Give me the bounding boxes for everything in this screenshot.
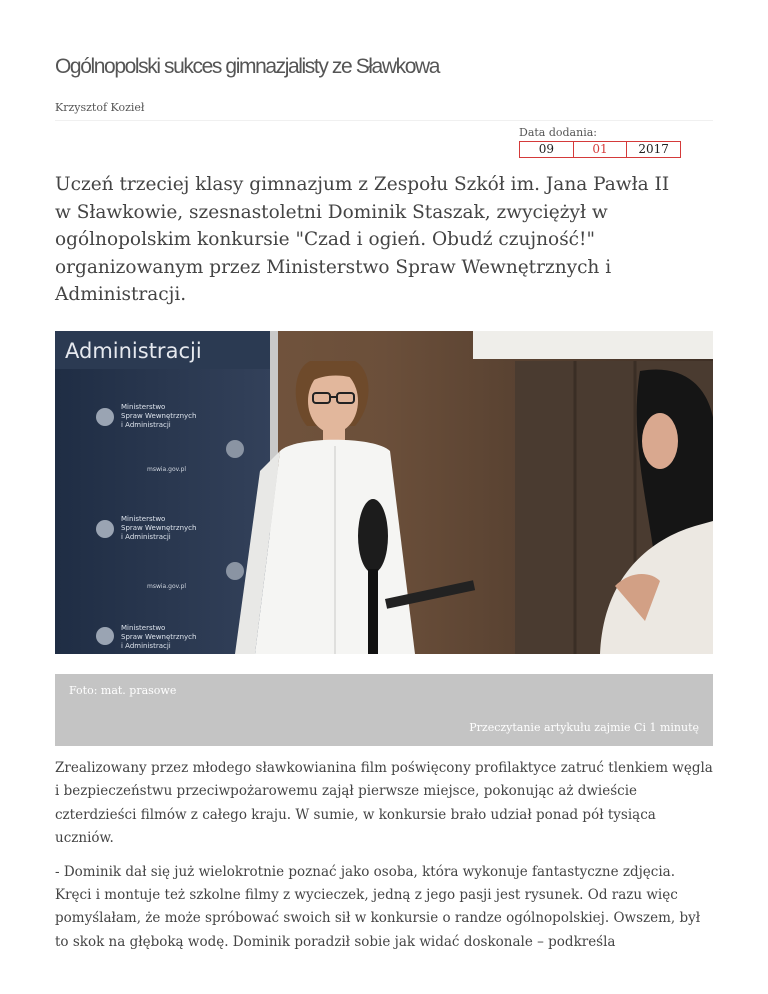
article-title: Ogólnopolski sukces gimnazjalisty ze Sławkowa (55, 55, 440, 78)
photo-credit: Foto: mat. prasowe (69, 684, 177, 697)
banner-site-text-2: mswia.gov.pl (147, 583, 187, 590)
article-body (55, 757, 715, 964)
logo-text-line-1: Ministerstwo (121, 403, 166, 411)
article-photo (55, 331, 713, 654)
date-year: 2017 (627, 141, 681, 158)
logo-text-line-2: Spraw Wewnętrznych (121, 412, 197, 420)
date-label: Data dodania: (519, 126, 597, 139)
read-time: Przeczytanie artykułu zajmie Ci 1 minutę (469, 721, 699, 734)
logo2-text-line-3: i Administracji (121, 533, 171, 541)
paragraph: Zrealizowany przez młodego sławkowianina film poświęcony profilaktyce zatruć tlenkiem węgla i bezpieczeństwu przeciwpożarowemu zajął pierwsze miejsce, pokonując aż dwieście czterdzieści filmów z całego kraju. W sumie, w konkursie brało udział ponad pół tysiąca uczniów. (55, 760, 713, 847)
logo-text-line-3: i Administracji (121, 421, 171, 429)
paragraph: - Dominik dał się już wielokrotnie poznać jako osoba, która wykonuje fantastyczne zdjęcia. Kręci i montuje też szkolne filmy z wycieczek, jedną z jego pasji jest rysunek. Od razu więc pomyślałam, że może spróbować swoich sił w konkursie o randze ogólnopolskiej. Owszem, był to skok na głęboką wodę. Dominik poradził sobie jak widać doskonale – podkreśla (55, 863, 701, 950)
logo3-text-line-1: Ministerstwo (121, 624, 166, 632)
divider (55, 120, 713, 121)
publish-date (519, 141, 681, 158)
author-name[interactable]: Krzysztof Kozieł (55, 101, 145, 114)
date-month: 01 (574, 141, 628, 158)
logo2-text-line-2: Spraw Wewnętrznych (121, 524, 197, 532)
logo2-text-line-1: Ministerstwo (121, 515, 166, 523)
banner-site-text-1: mswia.gov.pl (147, 466, 187, 473)
banner-text: Administracji (65, 339, 202, 363)
article-lead: Uczeń trzeciej klasy gimnazjum z Zespołu Szkół im. Jana Pawła II w Sławkowie, szesnastoletni Dominik Staszak, zwyciężył w ogólnopolskim konkursie "Czad i ogień. Obudź czujność!" organizowanym przez Ministerstwo Spraw Wewnętrznych i Administracji. (55, 174, 670, 306)
photo-caption-bar (55, 674, 713, 746)
date-day: 09 (519, 141, 574, 158)
logo3-text-line-3: i Administracji (121, 642, 171, 650)
logo3-text-line-2: Spraw Wewnętrznych (121, 633, 197, 641)
